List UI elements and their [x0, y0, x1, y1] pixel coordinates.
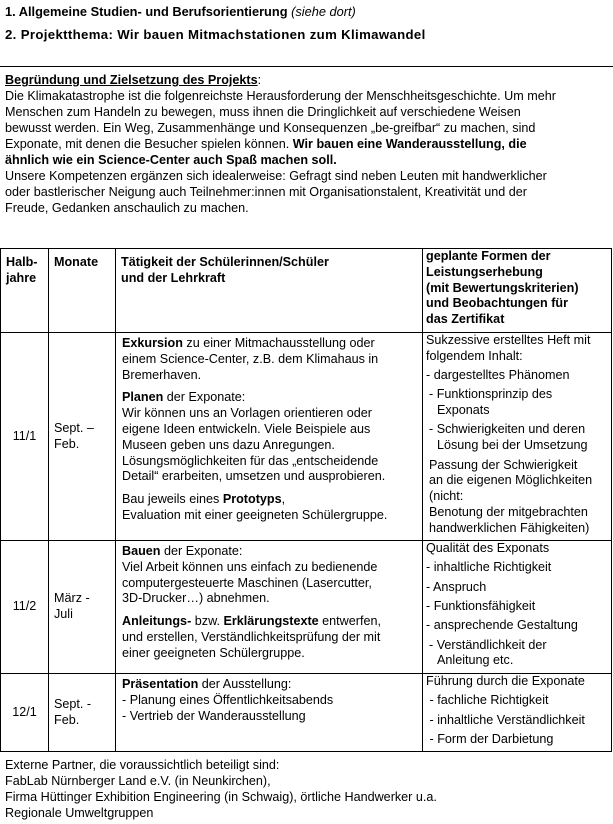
- evaluation-text: handwerklichen Fähigkeiten): [429, 520, 590, 535]
- evaluation-item: [426, 713, 608, 729]
- footer-line: Regionale Umweltgruppen: [5, 806, 154, 820]
- evaluation-text: Qualität des Exponats: [426, 541, 550, 556]
- months-text: Feb.: [54, 436, 80, 451]
- table-row: [1, 333, 612, 541]
- activity-text: einer geeigneten Schülergruppe.: [122, 645, 305, 660]
- project-plan-table: [0, 248, 612, 752]
- activity-paragraph: [122, 544, 416, 607]
- heading-1-note: (siehe dort): [291, 4, 356, 19]
- intro-p1-line: Die Klimakatastrophe ist die folgenreichste Herausforderung der Menschheitsgeschichte. Um mehr: [5, 89, 556, 103]
- months-cell: [49, 541, 116, 674]
- evaluation-text: an die eigenen Möglichkeiten: [429, 473, 593, 488]
- table-row: [1, 674, 612, 752]
- activity-text: der Exponate:: [160, 544, 243, 559]
- intro-paragraph-1: [5, 88, 609, 168]
- activity-text: Viel Arbeit können uns einfach zu bedienende: [122, 559, 378, 574]
- months-text: Feb.: [54, 712, 80, 727]
- months-cell: [49, 674, 116, 752]
- activity-text: der Exponate:: [163, 390, 246, 405]
- activity-text: und erstellen, Verständlichkeitsprüfung der mit: [122, 630, 381, 645]
- intro-title-colon: :: [257, 73, 262, 87]
- header-text: das Zertifikat: [426, 312, 505, 327]
- divider-top: [0, 66, 613, 67]
- evaluation-cell: [423, 674, 612, 752]
- header-months: Monate: [49, 249, 116, 333]
- header-evaluation: [423, 249, 612, 333]
- evaluation-text: - inhaltliche Verständlichkeit: [426, 712, 585, 727]
- activity-paragraph: [122, 614, 416, 661]
- evaluation-item: [426, 693, 608, 709]
- intro-p2-line: Unsere Kompetenzen ergänzen sich idealerweise: Gefragt sind neben Leuten mit handwerklicher: [5, 169, 547, 183]
- header-text: jahre: [6, 270, 37, 285]
- intro-title: Begründung und Zielsetzung des Projekts: [5, 73, 258, 87]
- intro-section: [5, 72, 609, 216]
- evaluation-text: Anleitung etc.: [437, 653, 514, 668]
- activity-text: einem Science-Center, z.B. dem Klimahaus in: [122, 351, 379, 366]
- evaluation-text: - Anspruch: [426, 579, 487, 594]
- evaluation-text: Führung durch die Exponate: [426, 674, 585, 689]
- evaluation-text: - Form der Darbietung: [426, 731, 554, 746]
- evaluation-cell: [423, 333, 612, 541]
- header-half-years: [1, 249, 49, 333]
- section-heading-2: 2. Projektthema: Wir bauen Mitmachstationen zum Klimawandel: [5, 27, 426, 42]
- activity-text: eigene Ideen entwickeln. Viele Beispiele aus: [122, 421, 371, 436]
- activity-text: - Vertrieb der Wanderausstellung: [122, 708, 306, 723]
- header-activity: [116, 249, 423, 333]
- activity-text: computergesteuerte Maschinen (Lasercutter,: [122, 575, 372, 590]
- activity-bold: Prototyps: [222, 492, 282, 507]
- activity-text: der Ausstellung:: [198, 677, 292, 692]
- intro-p1-line: Menschen zum Handeln zu bewegen, muss ihnen die Dringlichkeit auf verschiedene Weisen: [5, 105, 521, 119]
- evaluation-text: Passung der Schwierigkeit: [429, 457, 578, 472]
- evaluation-item: [426, 541, 608, 557]
- activity-paragraph: [122, 390, 416, 485]
- intro-paragraph-2: [5, 168, 609, 216]
- header-text: Halb-: [6, 255, 38, 269]
- intro-p2-line: Freude, Gedanken anschaulich zu machen.: [5, 201, 249, 215]
- evaluation-item: [426, 580, 608, 596]
- evaluation-text: Sukzessive erstelltes Heft mit: [426, 333, 591, 347]
- activity-text: Detail“ erarbeiten, umsetzen und ausprobieren.: [122, 469, 386, 484]
- activity-text: entwerfen,: [318, 614, 381, 629]
- activity-bold: Präsentation: [122, 677, 199, 692]
- activity-bold: Erklärungstexte: [223, 614, 319, 629]
- months-text: März -: [54, 591, 90, 606]
- evaluation-text: (nicht:: [429, 489, 464, 504]
- evaluation-text: - Verständlichkeit der: [429, 637, 547, 652]
- activity-bold: Bauen: [122, 544, 161, 559]
- activity-cell: [116, 541, 423, 674]
- half-year-cell: 11/2: [1, 541, 49, 674]
- months-text: Sept. -: [54, 696, 92, 711]
- evaluation-text: Lösung bei der Umsetzung: [437, 438, 588, 453]
- activity-bold: Anleitungs-: [122, 614, 192, 629]
- evaluation-text: - Funktionsprinzip des: [429, 387, 553, 402]
- evaluation-item: [426, 422, 608, 454]
- months-text: Juli: [54, 607, 73, 622]
- activity-cell: [116, 333, 423, 541]
- header-text: (mit Bewertungskriterien): [426, 280, 579, 295]
- activity-text: Bau jeweils eines: [122, 492, 223, 507]
- activity-cell: [116, 674, 423, 752]
- months-cell: [49, 333, 116, 541]
- activity-text: Evaluation mit einer geeigneten Schülergruppe.: [122, 507, 388, 522]
- evaluation-text: - Schwierigkeiten und deren: [429, 422, 586, 437]
- activity-text: zu einer Mitmachausstellung oder: [186, 336, 375, 350]
- activity-paragraph: [122, 492, 416, 524]
- evaluation-text: Exponats: [437, 403, 490, 418]
- table-row: [1, 541, 612, 674]
- evaluation-item: [426, 732, 608, 748]
- evaluation-item: [426, 618, 608, 634]
- footer-line: Firma Hüttinger Exhibition Engineering (in Schwaig), örtliche Handwerker u.a.: [5, 790, 437, 804]
- external-partners: [5, 757, 437, 821]
- footer-line: FabLab Nürnberger Land e.V. (in Neunkirchen),: [5, 774, 271, 788]
- evaluation-text: folgendem Inhalt:: [426, 348, 523, 363]
- header-text: und der Lehrkraft: [121, 270, 226, 285]
- activity-text: bzw.: [191, 614, 224, 629]
- half-year-cell: 12/1: [1, 674, 49, 752]
- evaluation-item: [426, 368, 608, 384]
- footer-line: Externe Partner, die voraussichtlich beteiligt sind:: [5, 758, 280, 772]
- activity-text: Lösungsmöglichkeiten für das „entscheidende: [122, 453, 379, 468]
- heading-1-text: 1. Allgemeine Studien- und Berufsorientierung: [5, 4, 288, 19]
- evaluation-text: - ansprechende Gestaltung: [426, 618, 578, 633]
- intro-p1-line: bewusst werden. Ein Weg, Zusammenhänge und Konsequenzen „be-greifbar“ zu machen, sind: [5, 121, 536, 135]
- evaluation-item: [426, 674, 608, 690]
- evaluation-item: [426, 638, 608, 670]
- evaluation-text: - fachliche Richtigkeit: [426, 693, 549, 708]
- evaluation-item: [426, 599, 608, 615]
- evaluation-item: [426, 387, 608, 419]
- header-text: Leistungserhebung: [426, 264, 543, 279]
- activity-text: Bremerhaven.: [122, 367, 202, 382]
- evaluation-item: [426, 333, 608, 365]
- activity-text: Wir können uns an Vorlagen orientieren oder: [122, 406, 372, 421]
- evaluation-text: Benotung der mitgebrachten: [429, 504, 588, 519]
- evaluation-item: [426, 458, 608, 537]
- section-heading-1: [5, 4, 356, 19]
- evaluation-text: - inhaltliche Richtigkeit: [426, 560, 552, 575]
- activity-paragraph: [122, 336, 416, 383]
- intro-p1-line: Exponate, mit denen die Besucher spielen können.: [5, 137, 290, 151]
- intro-p2-line: oder bastlerischer Neigung auch Teilnehmer:innen mit Organisationstalent, Kreativität und der: [5, 185, 528, 199]
- months-text: Sept. –: [54, 420, 94, 435]
- header-text: geplante Formen der: [426, 249, 551, 263]
- activity-bold: Exkursion: [122, 336, 183, 350]
- activity-paragraph: [122, 677, 416, 724]
- activity-text: 3D-Drucker…) abnehmen.: [122, 591, 270, 606]
- evaluation-cell: [423, 541, 612, 674]
- activity-text: - Planung eines Öffentlichkeitsabends: [122, 692, 334, 707]
- activity-bold: Planen: [122, 390, 164, 405]
- header-text: und Beobachtungen für: [426, 296, 569, 311]
- activity-text: ,: [281, 492, 286, 507]
- evaluation-text: - Funktionsfähigkeit: [426, 598, 536, 613]
- activity-text: Museen geben uns dazu Anregungen.: [122, 437, 335, 452]
- table-header-row: [1, 249, 612, 333]
- header-text: Tätigkeit der Schülerinnen/Schüler: [121, 255, 329, 269]
- evaluation-item: [426, 560, 608, 576]
- intro-p1-bold: ähnlich wie ein Science-Center auch Spaß machen soll.: [5, 153, 337, 167]
- evaluation-text: - dargestelltes Phänomen: [426, 368, 570, 383]
- half-year-cell: 11/1: [1, 333, 49, 541]
- intro-p1-bold: Wir bauen eine Wanderausstellung, die: [292, 137, 527, 151]
